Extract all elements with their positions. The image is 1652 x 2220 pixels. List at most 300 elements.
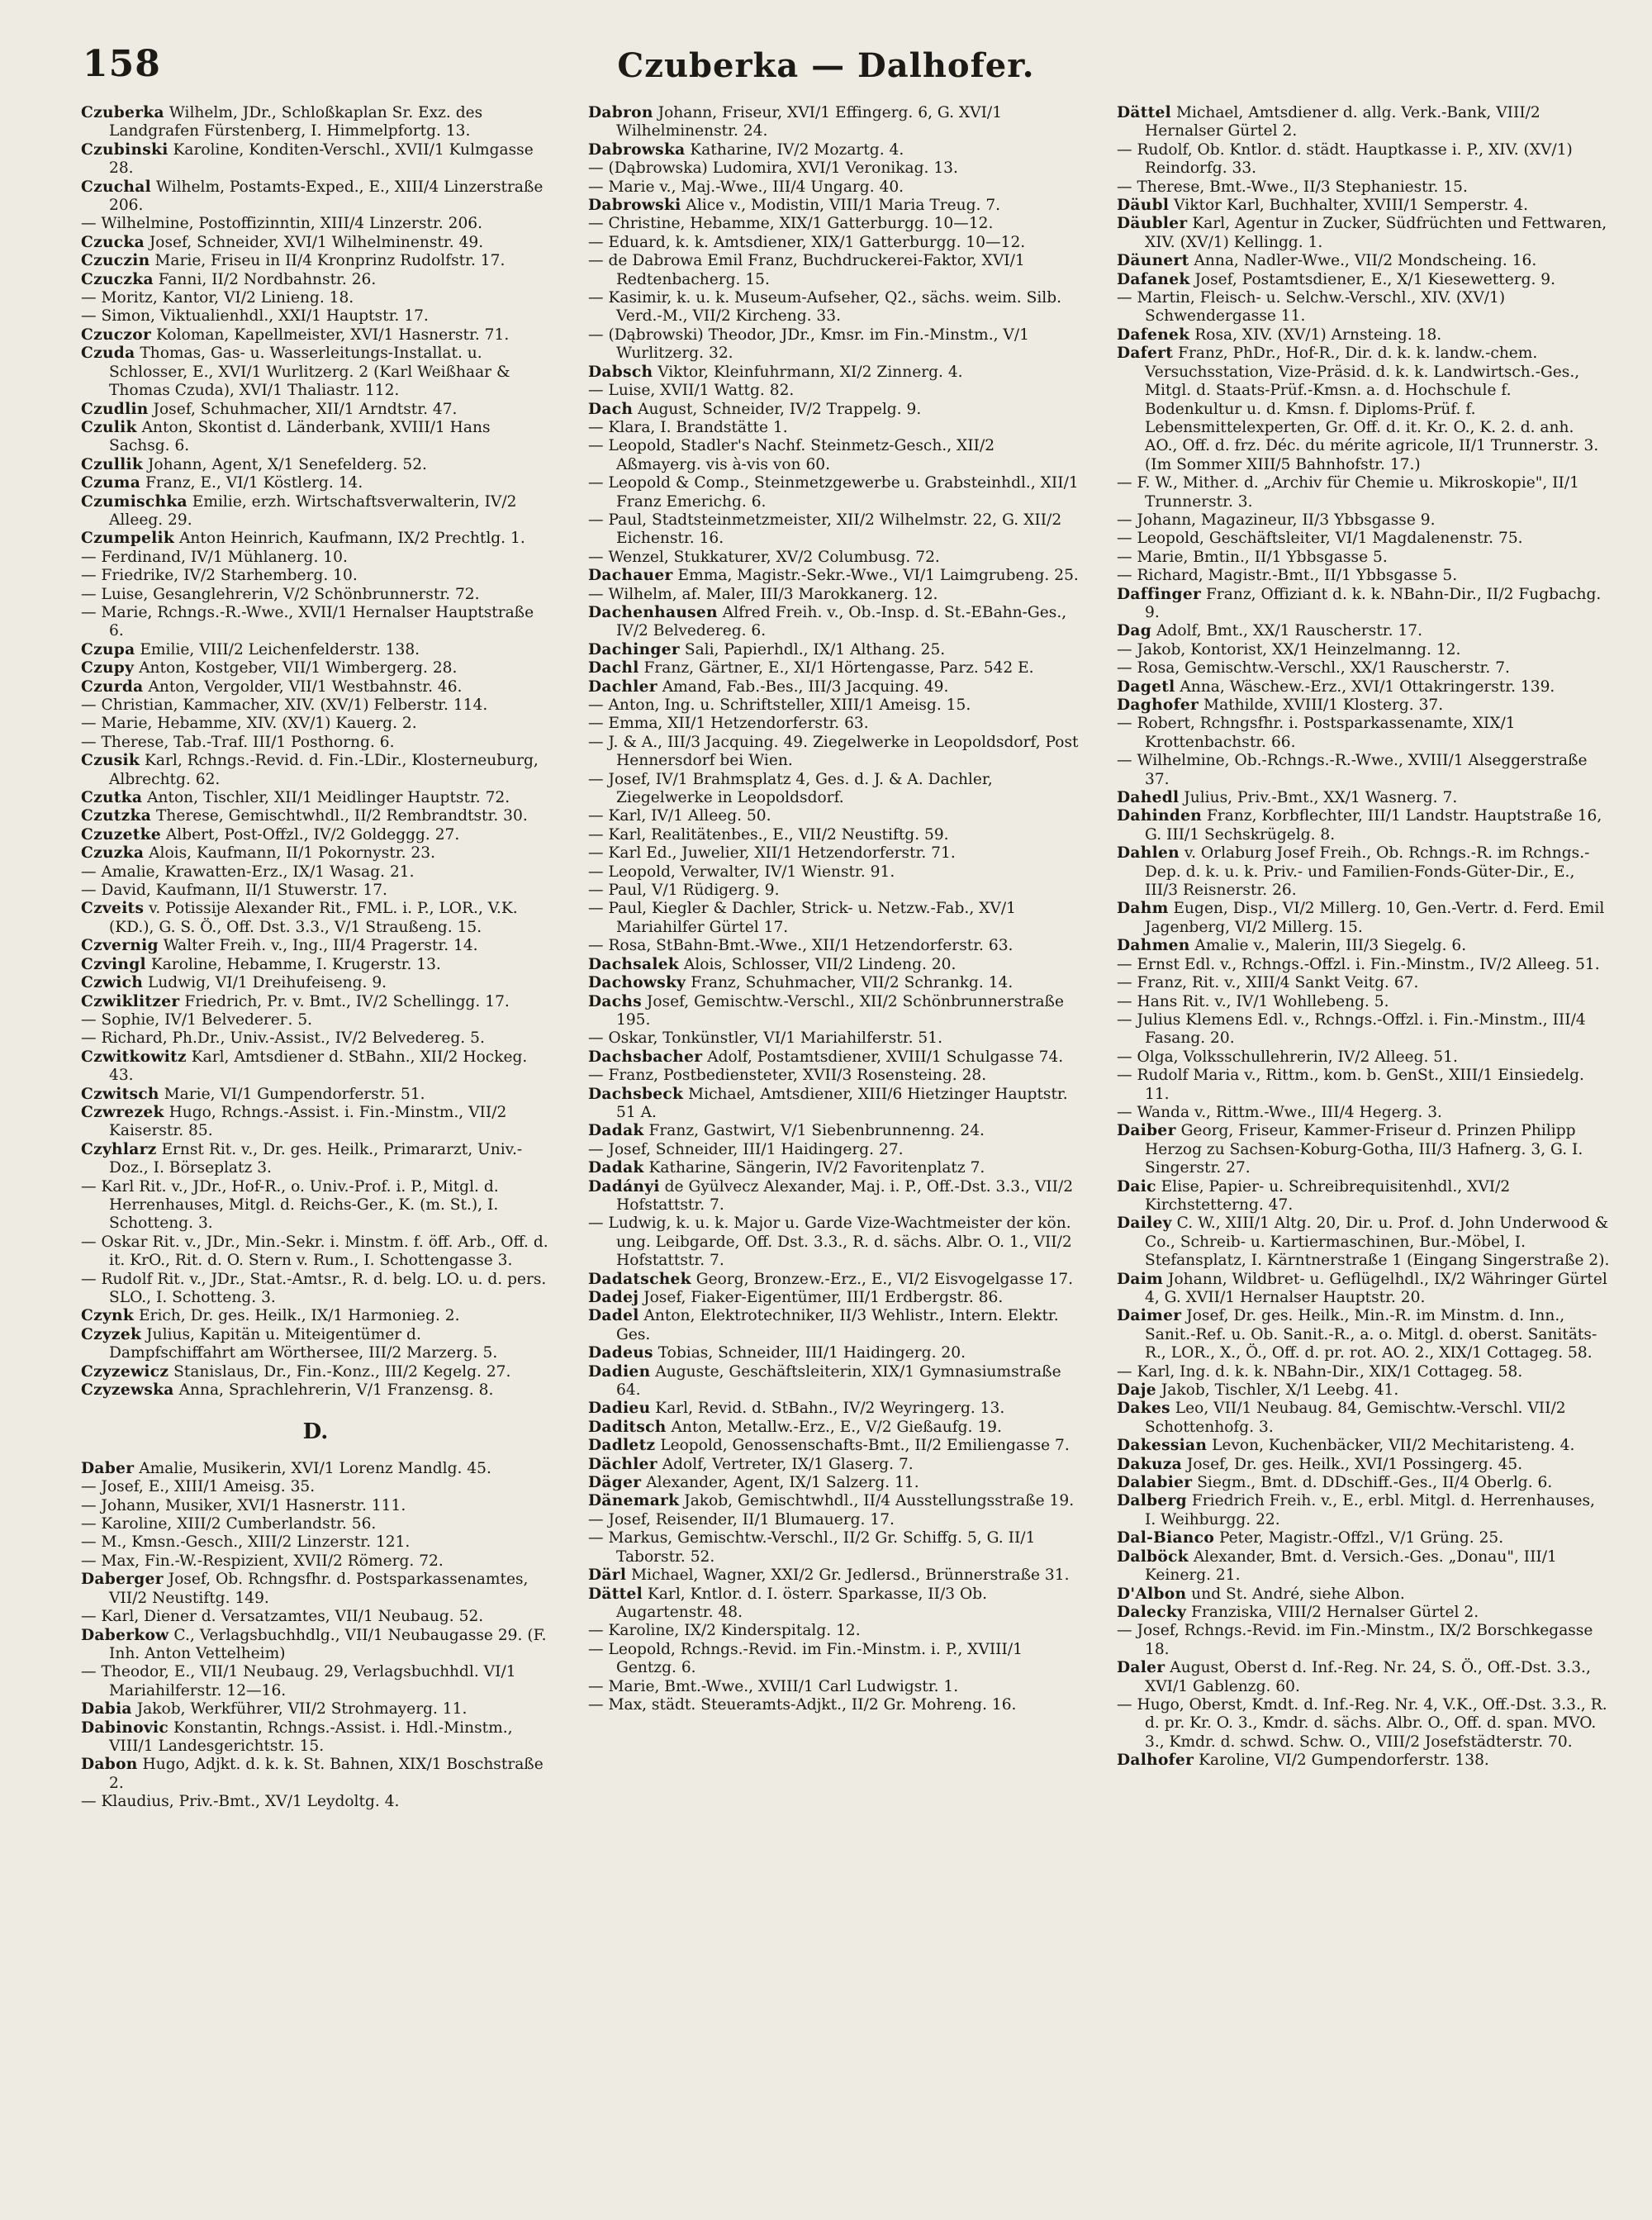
entry-details: — Johann, Magazineur, II/3 Ybbsgasse 9.	[1117, 511, 1436, 529]
entry-surname: Czurda	[81, 677, 144, 696]
entry-details: — Jakob, Kontorist, XX/1 Heinzelmanng. 12.	[1117, 640, 1461, 658]
directory-entry	[588, 1159, 1084, 1177]
directory-entry	[588, 215, 1084, 233]
entry-surname: Dabrowska	[588, 140, 686, 159]
entry-details: Albert, Post-Offzl., IV/2 Goldeggg. 27.	[160, 825, 460, 844]
directory-entry	[1117, 641, 1611, 659]
entry-details: Josef, Dr. ges. Heilk., XVI/1 Possingerg. 45.	[1181, 1455, 1523, 1473]
directory-entry	[1117, 252, 1611, 270]
directory-entry	[81, 937, 550, 955]
directory-entry	[588, 734, 1084, 771]
entry-surname: Dahinden	[1117, 807, 1203, 825]
entry-details: — de Dabrowa Emil Franz, Buchdruckerei-Faktor, XVI/1 Redtenbacherg. 15.	[588, 252, 1025, 288]
directory-entry	[1117, 549, 1611, 567]
directory-entry	[1117, 1659, 1611, 1696]
entry-details: Fanni, II/2 Nordbahnstr. 26.	[153, 270, 377, 288]
entry-details: Anton, Elektrotechniker, II/3 Wehlistr., Intern. Elektr. Ges.	[616, 1307, 1059, 1343]
entry-details: Johann, Friseur, XVI/1 Effingerg. 6, G. XVI/1 Wilhelminenstr. 24.	[616, 104, 1003, 140]
entry-details: Julius, Priv.-Bmt., XX/1 Wasnerg. 7.	[1179, 789, 1458, 807]
directory-entry	[588, 937, 1084, 955]
directory-entry	[1117, 1400, 1611, 1437]
directory-entry	[1117, 1752, 1611, 1770]
entry-details: Sali, Papierhdl., IX/1 Althang. 25.	[679, 640, 946, 658]
column-1	[81, 104, 550, 2186]
entry-details: Jakob, Tischler, X/1 Leebg. 41.	[1156, 1381, 1399, 1400]
directory-entry	[81, 1307, 550, 1325]
entry-details: — Karl Ed., Juwelier, XII/1 Hetzendorferstr. 71.	[588, 844, 956, 863]
entry-details: Adolf, Bmt., XX/1 Rauscherstr. 17.	[1151, 622, 1423, 640]
directory-entry	[1117, 567, 1611, 585]
entry-details: Ernst Rit. v., Dr. ges. Heilk., Primararzt, Univ.-Doz., I. Börseplatz 3.	[109, 1140, 523, 1177]
entry-details: Josef, Fiaker-Eigentümer, III/1 Erdbergstr. 86.	[638, 1289, 1004, 1306]
entry-details: Siegm., Bmt. d. DDschiff.-Ges., II/4 Oberlg. 6.	[1192, 1474, 1553, 1492]
entry-surname: Däger	[588, 1474, 642, 1492]
entry-surname: Czvingl	[81, 955, 146, 973]
directory-entry	[1117, 1011, 1611, 1048]
entry-surname: Dalberg	[1117, 1492, 1187, 1510]
directory-entry	[81, 1271, 550, 1308]
entry-details: Peter, Magistr.-Offzl., V/1 Grüng. 25.	[1214, 1529, 1504, 1547]
entry-details: Karoline, Konditen-Verschl., XVII/1 Kulmgasse 28.	[109, 140, 534, 178]
entry-surname: Dafanek	[1117, 270, 1190, 288]
entry-surname: Dabia	[81, 1700, 132, 1718]
entry-surname: Dakes	[1117, 1400, 1170, 1418]
entry-details: — Paul, V/1 Rüdigerg. 9.	[588, 882, 780, 900]
directory-entry	[588, 1289, 1084, 1307]
entry-surname: Dabrowski	[588, 197, 681, 215]
entry-details: — Luise, XVII/1 Wattg. 82.	[588, 382, 795, 400]
directory-entry	[81, 215, 550, 233]
directory-entry	[81, 956, 550, 974]
entry-details: — Oskar, Tonkünstler, VI/1 Mariahilferstr. 51.	[588, 1029, 942, 1048]
entry-details: Friedrich, Pr. v. Bmt., IV/2 Schellingg. 17.	[179, 992, 510, 1010]
entry-details: Franziska, VIII/2 Hernalser Gürtel 2.	[1186, 1603, 1479, 1621]
directory-entry	[1117, 1048, 1611, 1067]
directory-entry	[81, 307, 550, 326]
entry-details: Emma, Magistr.-Sekr.-Wwe., VI/1 Laimgrubeng. 25.	[672, 567, 1079, 585]
entry-surname: Dalhofer	[1117, 1752, 1194, 1770]
entry-details: Julius, Kapitän u. Miteigentümer d. Dampfschiffahrt am Wörthersee, III/2 Marzerg. 5.	[109, 1325, 498, 1362]
entry-details: — Martin, Fleisch- u. Selchw.-Verschl., XIV. (XV/1) Schwendergasse 11.	[1117, 289, 1506, 326]
entry-surname: Czwich	[81, 974, 144, 992]
directory-entry	[81, 1086, 550, 1104]
directory-entry	[81, 993, 550, 1011]
section-letter: D.	[302, 1419, 329, 1445]
entry-details: — Eduard, k. k. Amtsdiener, XIX/1 Gatterburgg. 10—12.	[588, 233, 1026, 251]
directory-entry	[588, 1696, 1084, 1714]
entry-surname: Dättel	[1117, 104, 1172, 121]
directory-entry	[588, 364, 1084, 382]
entry-details: — Markus, Gemischtw.-Verschl., II/2 Gr. Schiffg. 5, G. II/1 Taborstr. 52.	[588, 1529, 1036, 1566]
entry-surname: Dabon	[81, 1756, 138, 1774]
entry-surname: Czuczor	[81, 326, 152, 344]
entry-surname: Dadatschek	[588, 1270, 691, 1288]
directory-entry	[1117, 511, 1611, 530]
directory-entry	[81, 789, 550, 807]
directory-entry	[588, 1363, 1084, 1400]
entry-details: Emilie, VIII/2 Leichenfelderstr. 138.	[135, 640, 420, 658]
entry-details: August, Schneider, IV/2 Trappelg. 9.	[633, 400, 922, 418]
directory-entry	[1117, 678, 1611, 696]
entry-surname: Dahedl	[1117, 789, 1180, 807]
entry-details: Anton, Metallw.-Erz., E., V/2 Gießaufg. 19.	[666, 1418, 1002, 1436]
entry-details: — Franz, Postbediensteter, XVII/3 Rosensteing. 28.	[588, 1067, 987, 1085]
entry-surname: Dachinger	[588, 640, 680, 658]
entry-surname: Daler	[1117, 1659, 1165, 1677]
entry-details: v. Orlaburg Josef Freih., Ob. Rchngs.-R. im Rchngs.-Dep. d. k. u. k. Priv.- und Familien-Fonds-Güter-Dir., E., III/3 Reisnerstr. 26.	[1145, 844, 1590, 900]
directory-entry	[1117, 622, 1611, 640]
directory-entry	[81, 882, 550, 900]
directory-entry	[588, 586, 1084, 604]
entry-details: Anton Heinrich, Kaufmann, IX/2 Prechtlg. 1.	[174, 530, 525, 548]
entry-details: — Luise, Gesanglehrerin, V/2 Schönbrunnerstr. 72.	[81, 585, 480, 603]
directory-entry	[1117, 215, 1611, 252]
entry-details: v. Potissije Alexander Rit., FML. i. P., LOR., V.K.(KD.), G. S. Ö., Off. Dst. 3.3., V/1 Straußeng. 15.	[109, 900, 518, 936]
directory-entry	[588, 289, 1084, 326]
directory-entry	[1117, 326, 1611, 345]
entry-surname: Czullik	[81, 455, 144, 473]
directory-entry	[588, 1048, 1084, 1067]
entry-details: — M., Kmsn.-Gesch., XIII/2 Linzerstr. 121.	[81, 1533, 411, 1552]
entry-details: C. W., XIII/1 Altg. 20, Dir. u. Prof. d. John Underwood & Co., Schreib- u. Kartiermaschinen, Bur.-Möbel, I. Stefansplatz, I. Kärntnerstraße 1 (Eingang Singerstraße 2).	[1145, 1215, 1610, 1270]
entry-surname: Daberger	[81, 1571, 164, 1589]
entry-surname: Dadieu	[588, 1400, 651, 1418]
entry-details: — Josef, IV/1 Brahmsplatz 4, Ges. d. J. & A. Dachler, Ziegelwerke in Leopoldsdorf.	[588, 770, 993, 807]
directory-entry	[1117, 715, 1611, 752]
directory-entry	[81, 178, 550, 216]
entry-details: Alexander, Bmt. d. Versich.-Ges. „Donau", III/1 Keinerg. 21.	[1145, 1547, 1557, 1585]
directory-entry	[1117, 900, 1611, 937]
entry-surname: Daberkow	[81, 1626, 169, 1644]
entry-surname: Dafert	[1117, 345, 1174, 363]
entry-details: — Sophie, IV/1 Belvederег. 5.	[81, 1010, 313, 1029]
directory-entry	[81, 1627, 550, 1664]
entry-surname: Czveits	[81, 900, 145, 918]
entry-details: — Simon, Viktualienhdl., XXI/1 Hauptstr. 17.	[81, 307, 429, 326]
entry-details: Alfred Freih. v., Ob.-Insp. d. St.-EBahn-Ges., IV/2 Belvedereg. 6.	[616, 603, 1067, 640]
entry-surname: Czyzewicz	[81, 1362, 169, 1381]
column-2	[588, 104, 1084, 2186]
column-3	[1117, 104, 1611, 2186]
entry-details: — Marie, Hebamme, XIV. (XV/1) Kauerg. 2.	[81, 715, 417, 733]
entry-details: Katharine, Sängerin, IV/2 Favoritenplatz 7.	[643, 1159, 985, 1177]
entry-surname: Daber	[81, 1459, 135, 1477]
directory-entry	[1117, 1104, 1611, 1122]
entry-details: Karl, Agentur in Zucker, Südfrüchten und Fettwaren, XIV. (XV/1) Kellingg. 1.	[1145, 215, 1607, 251]
entry-details: — Marie, Rchngs.-R.-Wwe., XVII/1 Hernalser Hauptstraße 6.	[81, 603, 534, 640]
entry-surname: Czyzek	[81, 1325, 142, 1343]
entry-details: Eugen, Disp., VI/2 Millerg. 10, Gen.-Vertr. d. Ferd. Emil Jagenberg, VI/2 Millerg. 15.	[1145, 900, 1605, 936]
entry-details: Alois, Kaufmann, II/1 Pokornystr. 23.	[144, 844, 436, 863]
entry-surname: Dalecky	[1117, 1603, 1187, 1621]
entry-details: Josef, Gemischtw.-Verschl., XII/2 Schönbrunnerstraße 195.	[616, 992, 1064, 1029]
directory-entry	[81, 1700, 550, 1718]
entry-details: — Marie, Bmt.-Wwe., XVIII/1 Carl Ludwigstr. 1.	[588, 1677, 959, 1695]
entry-details: Michael, Amtsdiener d. allg. Verk.-Bank, VIII/2 Hernalser Gürtel 2.	[1145, 104, 1540, 140]
directory-entry	[588, 641, 1084, 659]
directory-entry	[1117, 530, 1611, 548]
directory-entry	[588, 1344, 1084, 1362]
entry-surname: Daic	[1117, 1177, 1156, 1196]
directory-entry	[588, 844, 1084, 863]
directory-entry	[81, 1234, 550, 1271]
directory-entry	[588, 1178, 1084, 1215]
directory-entry	[81, 900, 550, 937]
entry-details: — Karl, IV/1 Alleeg. 50.	[588, 807, 771, 825]
entry-details: — Kasimir, k. u. k. Museum-Aufseher, Q2., sächs. weim. Silb. Verd.-M., VII/2 Kircheng. 33.	[588, 289, 1062, 326]
entry-details: — Karl, Realitätenbes., E., VII/2 Neustiftg. 59.	[588, 825, 949, 844]
entry-surname: Czusik	[81, 752, 140, 770]
entry-details: Franz, Schuhmacher, VII/2 Schrankg. 14.	[686, 974, 1014, 992]
entry-surname: Czutka	[81, 789, 143, 807]
directory-entry	[81, 1515, 550, 1533]
entry-details: — Olga, Volksschullehrerin, IV/2 Alleeg. 51.	[1117, 1048, 1458, 1066]
entry-details: Hugo, Rchngs.-Assist. i. Fin.-Minstm., VII/2 Kaiserstr. 85.	[109, 1103, 507, 1140]
entry-details: Viktor, Kleinfuhrmann, XI/2 Zinnerg. 4.	[653, 363, 963, 381]
entry-details: Walter Freih. v., Ing., III/4 Pragerstr. 14.	[158, 937, 478, 955]
directory-entry	[81, 493, 550, 530]
directory-entry	[1117, 956, 1611, 974]
directory-entry	[1117, 474, 1611, 511]
entry-surname: Däunert	[1117, 252, 1189, 270]
directory-entry	[81, 567, 550, 585]
entry-surname: Czwitsch	[81, 1085, 159, 1103]
page-number: 158	[83, 43, 161, 85]
directory-entry	[81, 696, 550, 715]
directory-entry	[81, 1478, 550, 1496]
entry-details: Jakob, Werkführer, VII/2 Strohmayerg. 11.	[131, 1700, 468, 1718]
entry-surname: Dahm	[1117, 900, 1169, 918]
directory-entry	[1117, 197, 1611, 215]
directory-entry	[588, 401, 1084, 419]
entry-details: — Paul, Kiegler & Dachler, Strick- u. Netzw.-Fab., XV/1 Mariahilfer Gürtel 17.	[588, 900, 1016, 936]
directory-entry	[1117, 1696, 1611, 1752]
directory-entry	[588, 678, 1084, 696]
entry-details: Josef, Schneider, XVI/1 Wilhelminenstr. 49.	[144, 233, 484, 251]
entry-details: Ludwig, VI/1 Dreihufeiseng. 9.	[143, 974, 387, 992]
entry-details: Viktor Karl, Buchhalter, XVIII/1 Semperstr. 4.	[1169, 197, 1529, 215]
entry-details: Therese, Gemischtwhdl., II/2 Rembrandtstr. 30.	[151, 807, 528, 825]
entry-details: — Marie v., Maj.-Wwe., III/4 Ungarg. 40.	[588, 178, 904, 196]
directory-entry	[81, 530, 550, 548]
directory-entry	[81, 826, 550, 844]
entry-details: Josef, Postamtsdiener, E., X/1 Kiesewetterg. 9.	[1189, 270, 1556, 288]
entry-surname: Czwitkowitz	[81, 1048, 187, 1066]
directory-entry	[1117, 1456, 1611, 1474]
entry-surname: Dadányi	[588, 1177, 660, 1196]
entry-details: — Therese, Bmt.-Wwe., II/3 Stephaniestr. 15.	[1117, 178, 1468, 196]
directory-entry	[1117, 1067, 1611, 1104]
directory-entry	[1117, 1381, 1611, 1400]
directory-entry	[588, 1122, 1084, 1140]
entry-surname: Dänemark	[588, 1492, 680, 1510]
entry-surname: Dächler	[588, 1455, 657, 1473]
directory-entry	[1117, 104, 1611, 141]
entry-details: — Wanda v., Rittm.-Wwe., III/4 Hegerg. 3.	[1117, 1103, 1442, 1121]
entry-details: — F. W., Mither. d. „Archiv für Chemie u. Mikroskopie", II/1 Trunnerstr. 3.	[1117, 474, 1579, 511]
directory-entry	[1117, 1529, 1611, 1547]
entry-details: — Leopold, Geschäftsleiter, VI/1 Magdalenenstr. 75.	[1117, 530, 1523, 548]
directory-entry	[81, 1104, 550, 1141]
directory-entry	[588, 141, 1084, 159]
directory-entry	[588, 474, 1084, 511]
directory-entry	[1117, 1122, 1611, 1177]
entry-surname: Czumischka	[81, 492, 188, 511]
entry-details: Franz, E., VI/1 Köstlerg. 14.	[140, 474, 363, 492]
directory-entry	[81, 752, 550, 789]
directory-entry	[588, 326, 1084, 364]
directory-entry	[1117, 586, 1611, 623]
entry-details: Hugo, Adjkt. d. k. k. St. Bahnen, XIX/1 Boschstraße 2.	[109, 1756, 544, 1792]
entry-surname: Däubler	[1117, 215, 1188, 233]
entry-surname: Czutzka	[81, 807, 152, 825]
directory-entry	[588, 234, 1084, 252]
entry-details: — Josef, Reisender, II/1 Blumauerg. 17.	[588, 1510, 895, 1528]
directory-entry	[588, 437, 1084, 474]
directory-entry	[81, 252, 550, 270]
entry-surname: Dachsalek	[588, 955, 680, 973]
entry-details: — Anton, Ing. u. Schriftsteller, XIII/1 Ameisg. 15.	[588, 696, 971, 714]
entry-details: — Max, städt. Steueramts-Adjkt., II/2 Gr. Mohreng. 16.	[588, 1695, 1017, 1714]
directory-entry	[1117, 696, 1611, 715]
directory-entry	[81, 678, 550, 696]
entry-surname: Dahlen	[1117, 844, 1180, 863]
directory-entry	[588, 1566, 1084, 1585]
directory-entry	[1117, 1215, 1611, 1270]
directory-entry	[81, 456, 550, 474]
entry-surname: Dadien	[588, 1362, 651, 1381]
directory-entry	[588, 826, 1084, 844]
entry-details: — Franz, Rit. v., XIII/4 Sankt Veitg. 67.	[1117, 974, 1419, 992]
entry-details: — Karoline, IX/2 Kinderspitalg. 12.	[588, 1622, 861, 1640]
directory-entry	[1117, 1548, 1611, 1585]
directory-entry	[1117, 1178, 1611, 1215]
entry-details: Johann, Wildbret- u. Geflügelhdl., IX/2 Währinger Gürtel 4, G. XVII/1 Hernalser Hauptstr. 20.	[1145, 1270, 1607, 1306]
entry-surname: Daim	[1117, 1270, 1164, 1288]
directory-entry	[1117, 807, 1611, 844]
directory-entry	[81, 141, 550, 178]
entry-details: — Rosa, Gemischtw.-Verschl., XX/1 Rauscherstr. 7.	[1117, 659, 1510, 677]
entry-details: Josef, Ob. Rchngsfhr. d. Postsparkassenamtes, VII/2 Neustiftg. 149.	[109, 1571, 529, 1607]
directory-entry	[588, 1271, 1084, 1289]
directory-entry	[1117, 937, 1611, 955]
entry-details: — Hugo, Oberst, Kmdt. d. Inf.-Reg. Nr. 4, V.K., Off.-Dst. 3.3., R. d. pr. Kr. O. 3., Kmdr. d. sächs. Albr. O., Off. d. span. MVO. 3., Kmdr. d. schwd. Schw. O., VIII/2 Josefstädterstr. 70.	[1117, 1695, 1607, 1751]
entry-details: — Emma, XII/1 Hetzendorferstr. 63.	[588, 715, 869, 733]
entry-surname: Dadej	[588, 1289, 639, 1306]
directory-entry	[1117, 974, 1611, 992]
entry-details: — (Dąbrowski) Theodor, JDr., Kmsr. im Fin.-Minstm., V/1 Wurlitzerg. 32.	[588, 326, 1029, 363]
directory-entry	[81, 401, 550, 419]
entry-details: Jakob, Gemischtwhdl., II/4 Ausstellungsstraße 19.	[679, 1492, 1075, 1510]
entry-surname: Czuma	[81, 474, 141, 492]
entry-details: Karoline, Hebamme, I. Krugerstr. 13.	[145, 955, 441, 973]
entry-surname: Dachauer	[588, 567, 673, 585]
entry-details: Karoline, VI/2 Gumpendorferstr. 138.	[1194, 1752, 1489, 1770]
directory-entry	[588, 1215, 1084, 1270]
directory-entry	[81, 1663, 550, 1700]
entry-details: Konstantin, Rchngs.-Assist. i. Hdl.-Minstm., VIII/1 Landesgerichtstr. 15.	[109, 1718, 513, 1755]
entry-details: Karl, Amtsdiener d. StBahn., XII/2 Hockeg. 43.	[109, 1048, 528, 1085]
entry-details: — Therese, Tab.-Traf. III/1 Posthorng. 6.	[81, 733, 395, 751]
directory-entry	[588, 1678, 1084, 1696]
entry-details: Georg, Friseur, Kammer-Friseur d. Prinzen Philipp Herzog zu Sachsen-Koburg-Gotha, III/3 Hafnerg. 3, G. I. Singerstr. 27.	[1145, 1122, 1583, 1177]
entry-surname: Dachowsky	[588, 974, 686, 992]
directory-entry	[1117, 1604, 1611, 1622]
entry-details: Anna, Nadler-Wwe., VII/2 Mondscheing. 16.	[1189, 252, 1537, 270]
directory-entry	[588, 807, 1084, 825]
entry-details: Wilhelm, JDr., Schloßkaplan Sr. Exz. des Landgrafen Fürstenberg, I. Himmelpfortg. 13.	[109, 104, 483, 140]
entry-surname: Czyhlarz	[81, 1140, 157, 1158]
entry-details: Emilie, erzh. Wirtschaftsverwalterin, IV/2 Alleeg. 29.	[109, 492, 517, 529]
entry-surname: Dabsch	[588, 363, 653, 381]
directory-entry	[1117, 1585, 1611, 1604]
directory-entry	[588, 252, 1084, 289]
entry-surname: Czynk	[81, 1307, 135, 1325]
entry-details: — Rudolf Rit. v., JDr., Stat.-Amtsr., R. d. belg. LO. u. d. pers. SLO., I. Schotteng. 3.	[81, 1270, 547, 1306]
entry-details: — Leopold, Rchngs.-Revid. im Fin.-Minstm. i. P., XVIII/1 Gentzg. 6.	[588, 1640, 1023, 1677]
entry-details: — Wilhelmine, Ob.-Rchngs.-R.-Wwe., XVIII/1 Alseggerstraße 37.	[1117, 752, 1588, 788]
entry-details: Friedrich Freih. v., E., erbl. Mitgl. d. Herrenhauses, I. Weihburgg. 22.	[1145, 1492, 1595, 1528]
directory-entry	[81, 474, 550, 492]
entry-details: und St. André, siehe Albon.	[1186, 1585, 1405, 1603]
entry-surname: Dadeus	[588, 1344, 653, 1362]
entry-details: Leo, VII/1 Neubaug. 84, Gemischtw.-Verschl. VII/2 Schottenhofg. 3.	[1145, 1400, 1566, 1436]
entry-details: — Wilhelmine, Postoffizinntin, XIII/4 Linzerstr. 206.	[81, 215, 483, 233]
entry-surname: Czupy	[81, 659, 135, 677]
entry-details: — Karl, Ing. d. k. k. NBahn-Dir., XIX/1 Cottageg. 58.	[1117, 1362, 1523, 1381]
directory-entry	[81, 1363, 550, 1381]
directory-entry	[81, 1719, 550, 1757]
entry-details: — Karoline, XIII/2 Cumberlandstr. 56.	[81, 1515, 377, 1533]
entry-details: Franz, Offiziant d. k. k. NBahn-Dir., II/2 Fugbachg. 9.	[1145, 585, 1602, 621]
directory-entry	[81, 104, 550, 141]
directory-entry	[81, 1326, 550, 1363]
directory-entry	[588, 419, 1084, 437]
entry-details: Erich, Dr. ges. Heilk., IX/1 Harmonieg. 2.	[134, 1307, 460, 1325]
entry-details: — Josef, Rchngs.-Revid. im Fin.-Minstm., IX/2 Borschkegasse 18.	[1117, 1622, 1593, 1658]
entry-details: Anna, Sprachlehrerin, V/1 Franzensg. 8.	[173, 1381, 494, 1400]
entry-surname: Dabinovic	[81, 1718, 169, 1737]
entry-details: — Leopold & Comp., Steinmetzgewerbe u. Grabsteinhdl., XII/1 Franz Emerichg. 6.	[588, 474, 1079, 511]
entry-surname: Dach	[588, 400, 634, 418]
entry-details: Adolf, Postamtsdiener, XVIII/1 Schulgasse 74.	[702, 1048, 1064, 1066]
entry-details: Koloman, Kapellmeister, XVI/1 Hasnerstr. 71.	[151, 326, 510, 344]
entry-details: Georg, Bronzew.-Erz., E., VI/2 Eisvogelgasse 17.	[691, 1270, 1074, 1288]
entry-surname: Czwrezek	[81, 1103, 164, 1121]
directory-entry	[81, 604, 550, 641]
entry-details: Marie, Friseu in II/4 Kronprinz Rudolfstr. 17.	[150, 252, 506, 270]
entry-surname: Czubinski	[81, 140, 169, 159]
entry-surname: Daimer	[1117, 1307, 1182, 1325]
entry-surname: Czuchal	[81, 178, 151, 196]
directory-entry	[81, 1381, 550, 1400]
entry-details: Franz, Gastwirt, V/1 Siebenbrunnenng. 24.	[643, 1122, 985, 1140]
entry-details: Anton, Tischler, XII/1 Meidlinger Hauptstr. 72.	[142, 789, 510, 807]
entry-surname: Dadel	[588, 1307, 639, 1325]
directory-entry	[1117, 271, 1611, 289]
directory-entry	[588, 659, 1084, 677]
entry-surname: Dabron	[588, 104, 653, 121]
directory-entry	[81, 234, 550, 252]
entry-details: Mathilde, XVIII/1 Klosterg. 37.	[1199, 696, 1444, 714]
entry-details: — David, Kaufmann, II/1 Stuwerstr. 17.	[81, 882, 387, 900]
entry-details: Marie, VI/1 Gumpendorferstr. 51.	[159, 1085, 425, 1103]
entry-surname: Dadak	[588, 1159, 644, 1177]
directory-entry	[588, 993, 1084, 1030]
entry-details: Josef, Dr. ges. Heilk., Min.-R. im Minstm. d. Inn., Sanit.-Ref. u. Ob. Sanit.-R., a. o. Mitgl. d. oberst. Sanitäts-R., LOR., X., Ö., Off. d. pr. rot. AO. 2., XIX/1 Cottageg. 58.	[1145, 1307, 1597, 1362]
directory-entry	[588, 1419, 1084, 1437]
page-header: Czuberka — Dalhofer.	[617, 46, 1035, 85]
